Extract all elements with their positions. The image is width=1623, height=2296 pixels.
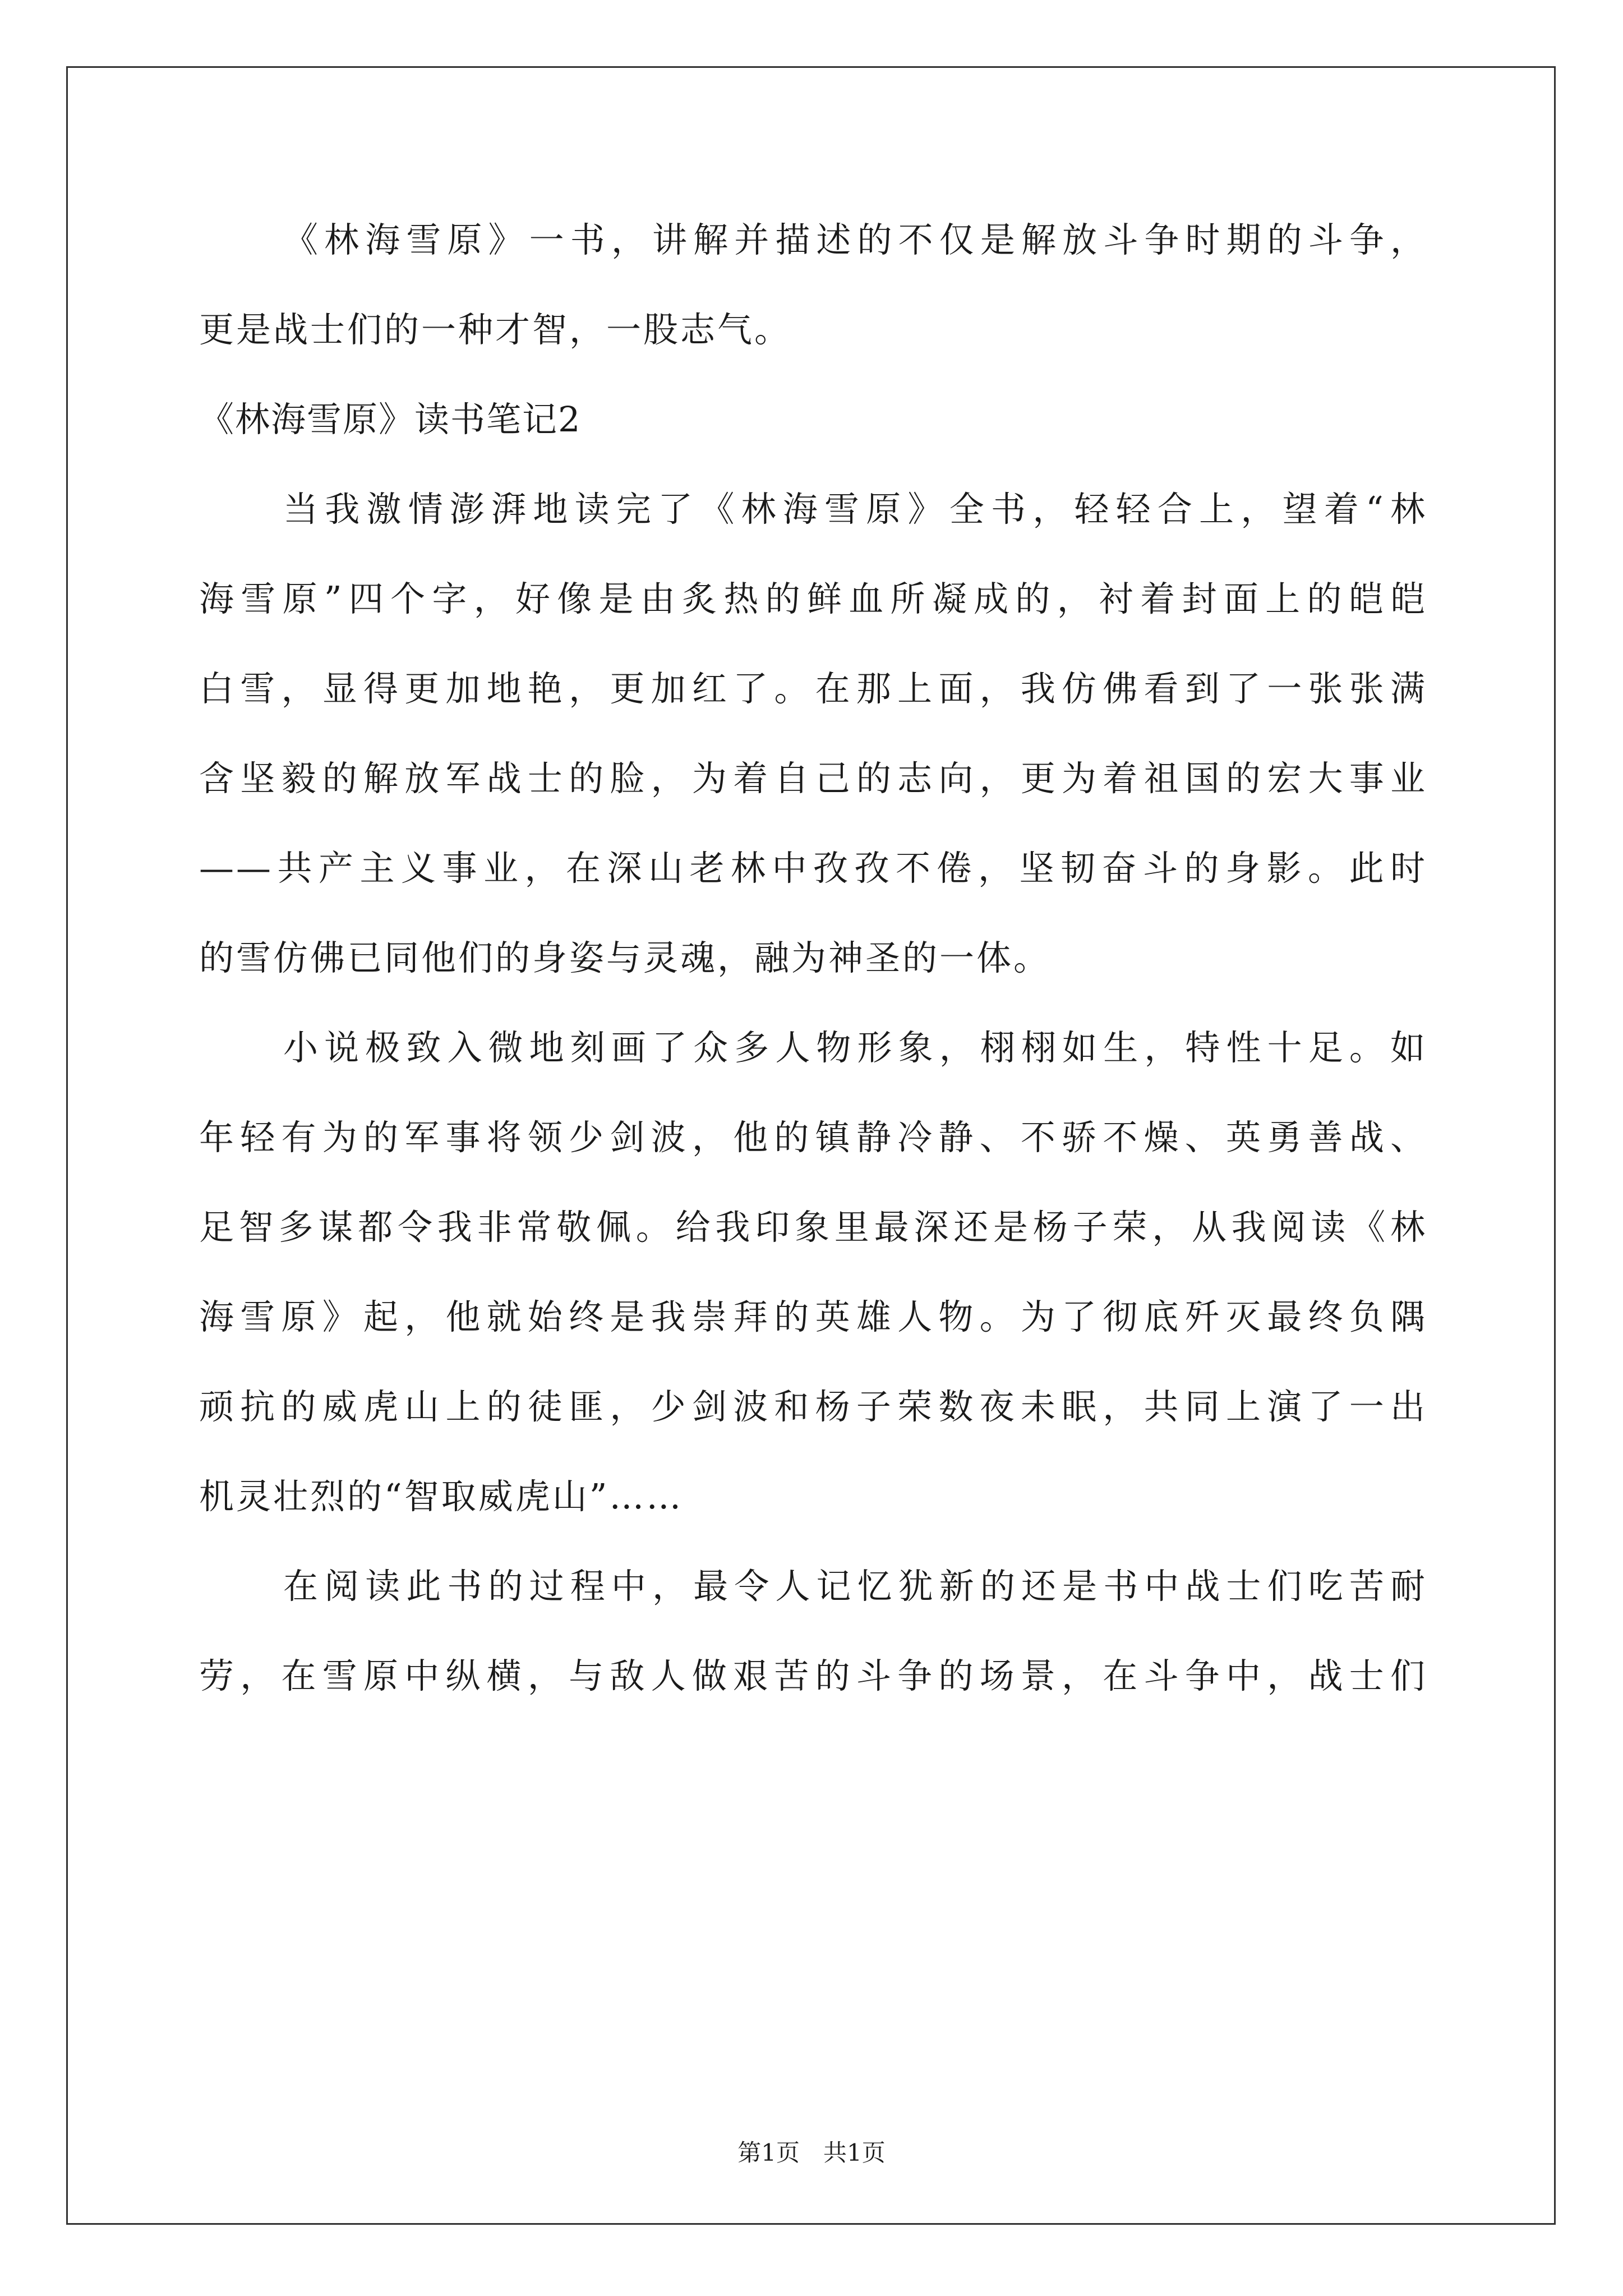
paragraph-4: [199, 1559, 1427, 1703]
text-line: 年轻有为的军事将领少剑波，他的镇静冷静、不骄不燥、英勇善战、: [199, 1117, 1427, 1158]
text-line: 的雪仿佛已同他们的身姿与灵魂，融为神圣的一体。: [199, 937, 1051, 978]
text-line: 当我激情澎湃地读完了《林海雪原》全书，轻轻合上，望着“林: [283, 489, 1427, 530]
text-line: 白雪，显得更加地艳，更加红了。在那上面，我仿佛看到了一张张满: [199, 668, 1427, 709]
text-line: 含坚毅的解放军战士的脸，为着自己的志向，更为着祖国的宏大事业: [199, 758, 1427, 799]
text-line: 海雪原”四个字，好像是由炙热的鲜血所凝成的，衬着封面上的皑皑: [199, 578, 1427, 619]
document-body: [199, 213, 1427, 1739]
text-line: 小说极致入微地刻画了众多人物形象，栩栩如生，特性十足。如: [283, 1027, 1427, 1068]
section-heading: 《林海雪原》读书笔记2: [199, 399, 582, 440]
text-line: 在阅读此书的过程中，最令人记忆犹新的还是书中战士们吃苦耐: [283, 1566, 1427, 1607]
text-line: 顽抗的威虎山上的徒匪，少剑波和杨子荣数夜未眠，共同上演了一出: [199, 1386, 1427, 1427]
text-line: 更是战士们的一种才智，一股志气。: [199, 309, 792, 350]
text-line: 《林海雪原》一书，讲解并描述的不仅是解放斗争时期的斗争，: [283, 219, 1427, 260]
text-line: 劳，在雪原中纵横，与敌人做艰苦的斗争的场景，在斗争中，战士们: [199, 1655, 1427, 1696]
paragraph-3: [199, 1021, 1427, 1524]
page-number-footer: 第1页 共1页: [737, 2139, 886, 2166]
text-line: ——共产主义事业，在深山老林中孜孜不倦，坚韧奋斗的身影。此时: [199, 848, 1427, 889]
text-line: 机灵壮烈的“智取威虎山”……: [199, 1476, 684, 1517]
text-line: 足智多谋都令我非常敬佩。给我印象里最深还是杨子荣，从我阅读《林: [199, 1207, 1427, 1248]
text-line: 海雪原》起，他就始终是我崇拜的英雄人物。为了彻底歼灭最终负隅: [199, 1296, 1427, 1337]
paragraph-1: [199, 213, 1427, 357]
paragraph-2: [199, 482, 1427, 985]
